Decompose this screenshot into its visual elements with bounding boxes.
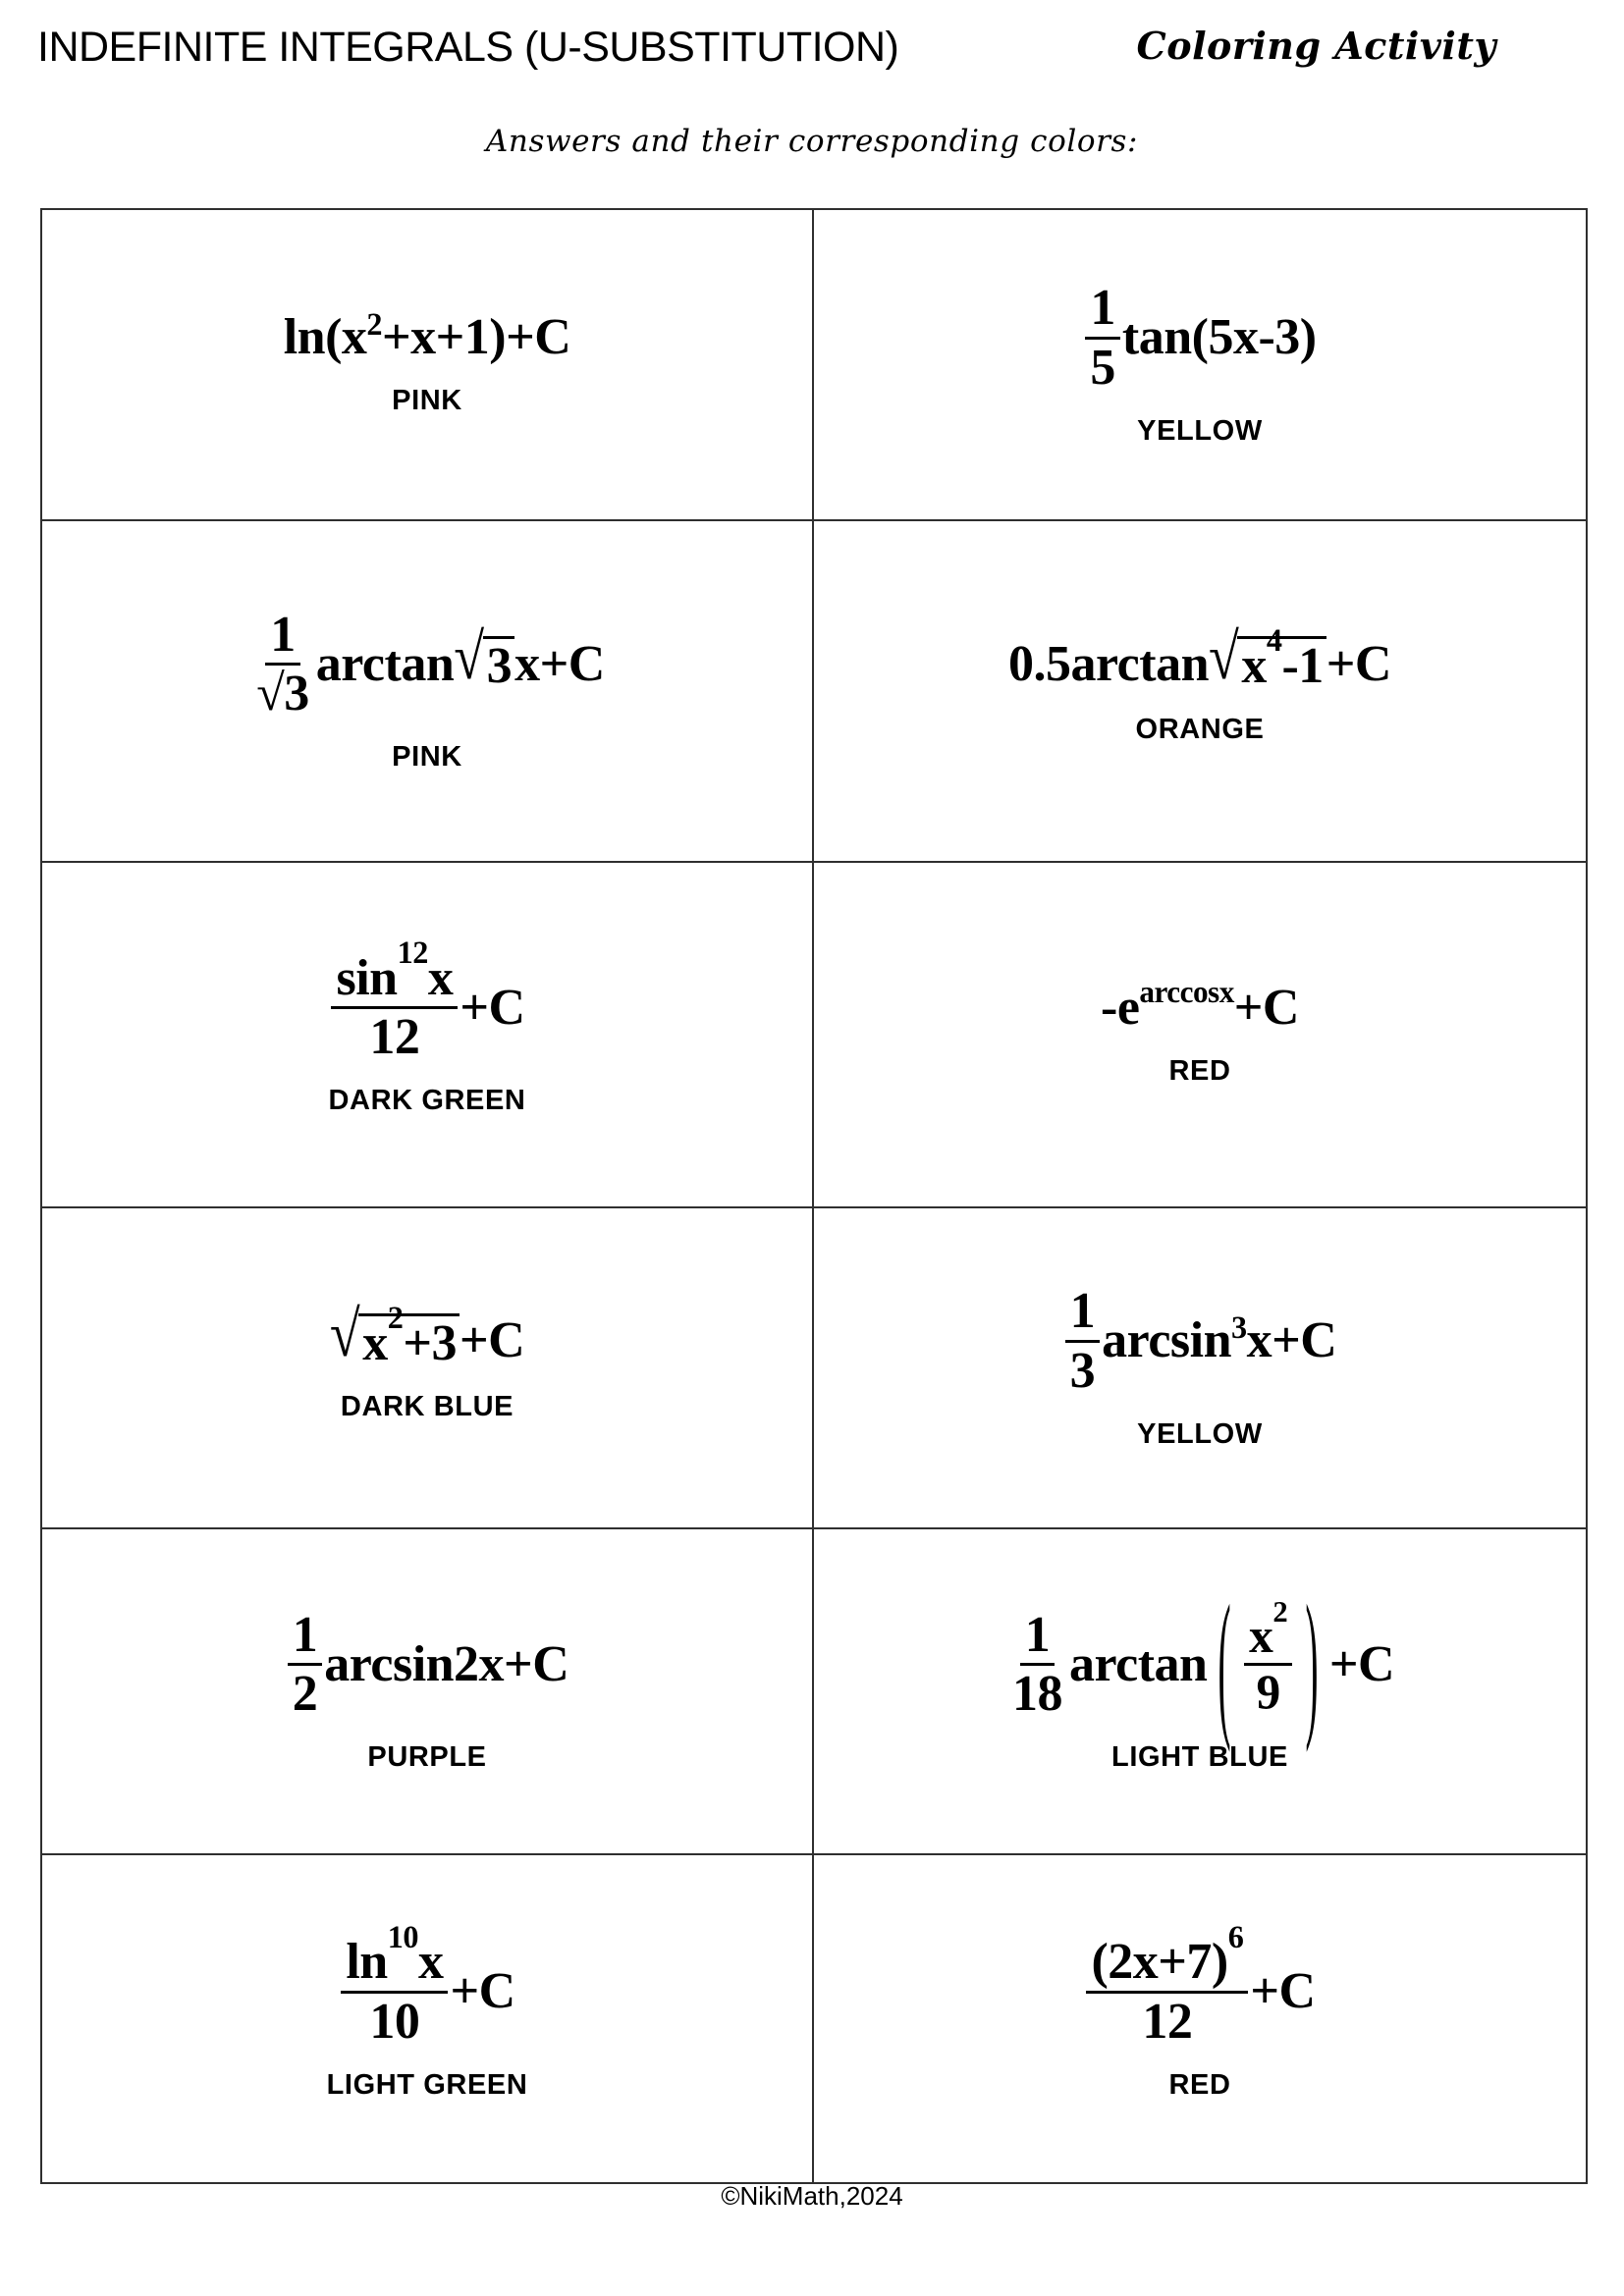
answer-cell-r3c2[interactable] xyxy=(813,862,1587,1207)
radical xyxy=(1209,621,1326,694)
answer-cell-r2c1[interactable] xyxy=(41,520,813,862)
formula-part: 0.5arctan xyxy=(1008,635,1209,692)
color-label-r6c2: RED xyxy=(1168,2068,1231,2101)
formula-part: +3 xyxy=(403,1314,457,1371)
denominator xyxy=(251,666,314,720)
color-label-r2c2: ORANGE xyxy=(1135,714,1265,745)
formula-part: x+C xyxy=(514,635,605,692)
activity-type-label: Coloring Activity xyxy=(1136,24,1496,68)
table-row xyxy=(41,209,1587,520)
numerator: 1 xyxy=(1065,1285,1101,1342)
radical xyxy=(454,621,514,694)
exponent: 4 xyxy=(1266,622,1282,659)
table-row xyxy=(41,520,1587,862)
function-name: ln xyxy=(346,1934,388,1991)
function-name: arctan xyxy=(1068,1635,1208,1692)
fraction xyxy=(1007,1606,1067,1722)
exponent: 10 xyxy=(387,1918,418,1954)
numerator: 1 xyxy=(265,609,300,666)
answer-cell-r4c2[interactable] xyxy=(813,1207,1587,1528)
numerator: 1 xyxy=(1085,282,1120,339)
numerator: 1 xyxy=(288,1609,323,1666)
formula-part: -e xyxy=(1101,979,1140,1036)
denominator: 2 xyxy=(292,1666,318,1722)
answer-cell-r5c1[interactable] xyxy=(41,1528,813,1854)
formula-r5c2 xyxy=(1005,1571,1395,1754)
radicand xyxy=(1237,622,1326,694)
table-row xyxy=(41,1528,1587,1854)
denominator: 12 xyxy=(1142,1993,1193,2050)
answer-cell-r5c2[interactable] xyxy=(813,1528,1587,1854)
formula-r3c2: -e arccosx +C xyxy=(1101,974,1299,1036)
fraction xyxy=(1065,1283,1101,1399)
formula-part: (2x+7) xyxy=(1091,1934,1228,1991)
radical-sign-icon: √ xyxy=(1209,621,1239,694)
radical-sign-icon: √ xyxy=(256,666,285,721)
denominator: 10 xyxy=(369,1993,420,2050)
exponent: 6 xyxy=(1227,1918,1244,1954)
color-label-r6c1: LIGHT GREEN xyxy=(326,2068,528,2101)
formula-part: +C xyxy=(1326,635,1391,692)
function-name: sin xyxy=(336,949,398,1006)
left-paren: ( xyxy=(1218,1571,1231,1754)
table-row xyxy=(41,1854,1587,2183)
table-row xyxy=(41,862,1587,1207)
formula-part: +C xyxy=(1233,979,1299,1036)
function-name: arctan xyxy=(315,635,455,692)
formula-part: x xyxy=(417,1934,444,1991)
radical-sign-icon: √ xyxy=(454,621,484,694)
exponent: 2 xyxy=(1272,1595,1288,1629)
page-title: INDEFINITE INTEGRALS (U-SUBSTITUTION) xyxy=(37,24,899,71)
formula-r4c2: $\frac{1}{3}$ arcsin 3 x+C xyxy=(1063,1285,1337,1396)
radical xyxy=(329,1298,460,1371)
answer-key-table xyxy=(40,208,1588,2184)
page-header xyxy=(0,0,1624,208)
fraction xyxy=(288,1606,323,1722)
answer-cell-r4c1[interactable] xyxy=(41,1207,813,1528)
formula-r1c1: ln(x 2 +x+1)+C xyxy=(283,306,571,365)
formula-part: x xyxy=(362,1314,388,1371)
formula-r4c1 xyxy=(329,1298,525,1371)
exponent: 12 xyxy=(397,934,428,971)
color-label-r1c2: YELLOW xyxy=(1137,414,1263,447)
formula-part: x xyxy=(427,949,454,1006)
formula-part: x xyxy=(1241,638,1267,694)
color-label-r5c1: PURPLE xyxy=(367,1741,487,1774)
formula-part: +C xyxy=(460,979,525,1036)
radicand: 3 xyxy=(483,636,515,692)
denominator: 9 xyxy=(1256,1665,1280,1719)
denominator: 3 xyxy=(1069,1342,1096,1399)
formula-r1c2 xyxy=(1083,280,1317,396)
formula-part: x xyxy=(1249,1608,1273,1663)
fraction xyxy=(1244,1595,1292,1719)
answer-cell-r2c2[interactable] xyxy=(813,520,1587,862)
color-label-r4c2: YELLOW xyxy=(1137,1417,1263,1450)
formula-part: arcsin2x+C xyxy=(324,1635,569,1692)
color-label-r3c1: DARK GREEN xyxy=(328,1085,526,1117)
fraction xyxy=(251,606,314,721)
formula-part: ln(x xyxy=(283,309,367,365)
formula-part: tan(5x-3) xyxy=(1121,309,1317,365)
fraction xyxy=(1085,280,1120,396)
answer-cell-r6c1[interactable] xyxy=(41,1854,813,2183)
radicand xyxy=(358,1299,460,1371)
fraction xyxy=(341,1918,448,2050)
answer-cell-r6c2[interactable] xyxy=(813,1854,1587,2183)
footer-copyright: ©NikiMath,2024 xyxy=(721,2181,903,2211)
formula-part: x+C xyxy=(1246,1312,1337,1368)
fraction xyxy=(1086,1918,1248,2050)
formula-r3c1 xyxy=(329,934,525,1065)
formula-r6c2 xyxy=(1084,1918,1316,2050)
color-label-r1c1: PINK xyxy=(392,385,462,416)
color-label-r2c1: PINK xyxy=(392,741,462,774)
denominator: 12 xyxy=(369,1009,420,1065)
formula-r6c1 xyxy=(339,1918,515,2050)
numerator xyxy=(341,1918,448,1993)
formula-r2c2 xyxy=(1008,621,1391,694)
color-label-r3c2: RED xyxy=(1168,1054,1231,1087)
denominator: 5 xyxy=(1090,339,1115,396)
formula-part: +x+1)+C xyxy=(382,309,571,365)
answer-cell-r1c1[interactable] xyxy=(41,209,813,520)
numerator xyxy=(331,934,458,1009)
formula-part: +C xyxy=(1250,1963,1316,2019)
formula-r2c1 xyxy=(249,606,605,721)
function-name: arcsin xyxy=(1102,1312,1231,1368)
exponent: 2 xyxy=(387,1299,404,1335)
answer-cell-r3c1[interactable] xyxy=(41,862,813,1207)
formula-part: +C xyxy=(459,1312,525,1368)
answer-cell-r1c2[interactable] xyxy=(813,209,1587,520)
denominator: 18 xyxy=(1011,1666,1062,1722)
numerator: 1 xyxy=(1020,1609,1056,1666)
numerator xyxy=(1086,1918,1248,1993)
color-label-r4c1: DARK BLUE xyxy=(340,1390,514,1422)
formula-part: +C xyxy=(1328,1635,1395,1692)
color-label-r5c2: LIGHT BLUE xyxy=(1111,1741,1288,1774)
formula-r5c1 xyxy=(286,1606,569,1722)
table-row xyxy=(41,1207,1587,1528)
formula-part: -1 xyxy=(1281,638,1324,694)
radicand: 3 xyxy=(284,666,309,721)
fraction xyxy=(331,934,458,1065)
right-paren: ) xyxy=(1305,1571,1319,1754)
radical-sign-icon: √ xyxy=(329,1298,360,1370)
numerator xyxy=(1244,1595,1292,1666)
parenthesized-group xyxy=(1207,1571,1328,1754)
formula-part: +C xyxy=(450,1963,515,2019)
subtitle: Answers and their corresponding colors: xyxy=(485,124,1139,159)
